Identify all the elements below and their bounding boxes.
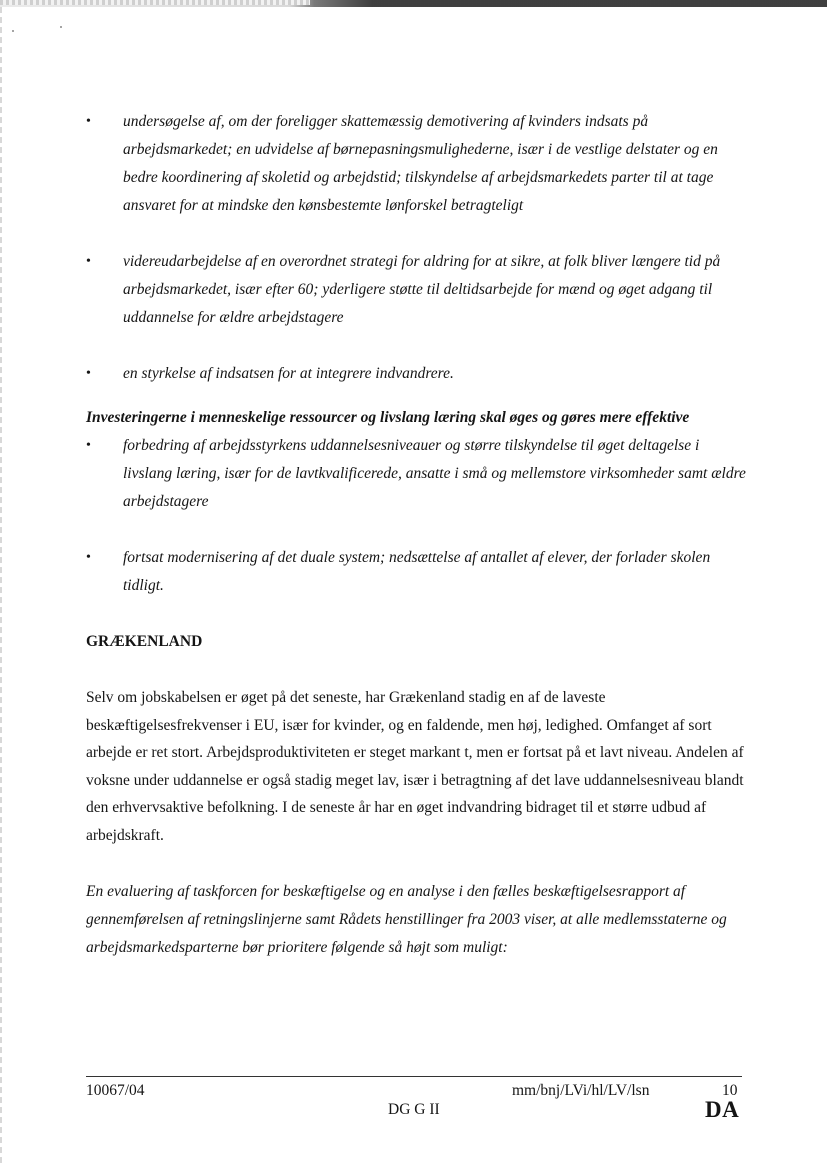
bullet-item: [86, 248, 746, 332]
bullet-item: [86, 544, 746, 600]
bullet-item: [86, 432, 746, 516]
footer-divider: [86, 1076, 742, 1077]
bullet-text: undersøgelse af, om der foreligger skattemæssig demotivering af kvinders indsats på arbejdsmarkedet; en udvidelse af børnepasningsmulighederne, især i de vestlige delstater og en bedre koordinering af skoletid og arbejdstid; tilskyndelse af arbejdsmarkedets parter til at tage ansvaret for at mindske den kønsbestemte lønforskel betragteligt: [123, 113, 718, 214]
footer-initials: mm/bnj/LVi/hl/LV/lsn: [512, 1082, 650, 1099]
bullet-text: videreudarbejdelse af en overordnet strategi for aldring for at sikre, at folk bliver længere tid på arbejdsmarkedet, især efter 60; yderligere støtte til deltidsarbejde for mænd og øget adgang til uddannelse for ældre arbejdstagere: [123, 253, 721, 326]
bullet-text: en styrkelse af indsatsen for at integrere indvandrere.: [123, 365, 454, 382]
bullet-text: fortsat modernisering af det duale system; nedsættelse af antallet af elever, der forlader skolen tidligt.: [123, 549, 711, 594]
bullet-item: [86, 108, 746, 220]
country-heading: GRÆKENLAND: [86, 633, 203, 650]
bullet-icon: •: [86, 114, 91, 129]
bullet-item: [86, 360, 746, 388]
language-code: DA: [705, 1097, 740, 1122]
page-number: 10: [722, 1082, 738, 1099]
italic-paragraph: En evaluering af taskforcen for beskæftigelse og en analyse i den fælles beskæftigelsesrapport af gennemførelsen af retningslinjerne samt Rådets henstillinger fra 2003 viser, at alle medlemsstaterne og arbejdsmarkedsparterne bør prioritere følgende så højt som muligt:: [86, 882, 727, 956]
page-content: [86, 108, 746, 962]
bullet-icon: •: [86, 438, 91, 453]
section-heading: Investeringerne i menneskelige ressourcer og livslang læring skal øges og gøres mere effektive: [86, 409, 690, 426]
footer-document-reference: 10067/04: [86, 1082, 145, 1099]
bullet-text: forbedring af arbejdsstyrkens uddannelsesniveauer og større tilskyndelse til øget deltagelse i livslang læring, især for de lavtkvalificerede, ansatte i små og mellemstore virksomheder samt ældre arbejdstagere: [123, 437, 746, 510]
bullet-icon: •: [86, 366, 91, 381]
scan-speck: [12, 30, 14, 32]
bullet-icon: •: [86, 254, 91, 269]
footer-directorate: DG G II: [388, 1101, 440, 1118]
bullet-icon: •: [86, 550, 91, 565]
scan-edge-left: [0, 7, 2, 1163]
body-paragraph: Selv om jobskabelsen er øget på det seneste, har Grækenland stadig en af de laveste beskæftigelsesfrekvenser i EU, især for kvinder, og en faldende, men høj, ledighed. Omfanget af sort arbejde er ret stort. Arbejdsproduktiviteten er steget markant t, men er fortsat på et lavt niveau. Andelen af voksne under uddannelse er også stadig meget lav, især i betragtning af det lave uddannelsesniveau blandt den erhvervsaktive befolkning. I de seneste år har en øget indvandring bidraget til et større udbud af arbejdskraft.: [86, 689, 744, 844]
scan-edge-top-noise: [0, 0, 310, 5]
scan-speck: [60, 26, 62, 28]
